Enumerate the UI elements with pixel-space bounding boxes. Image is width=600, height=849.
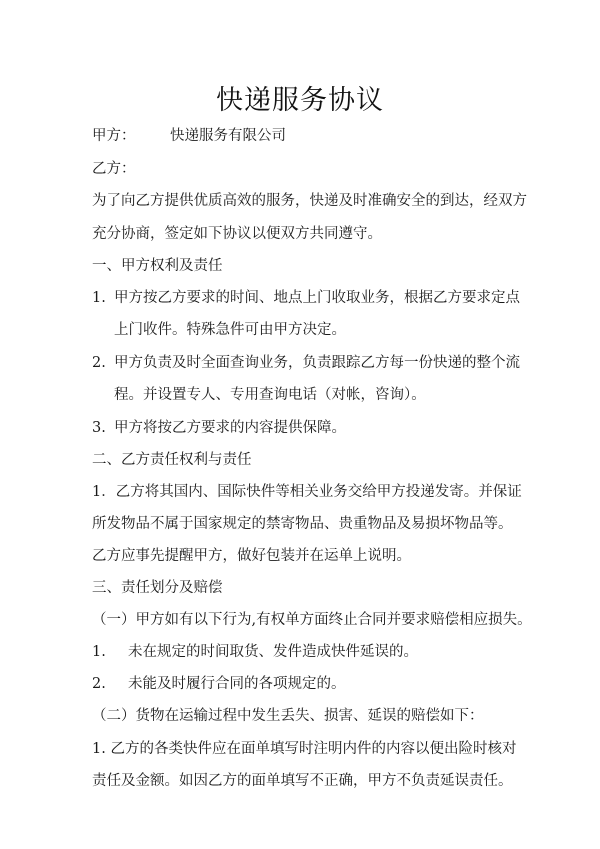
section1-item3-text: 甲方将按乙方要求的内容提供保障。 [114,420,346,436]
document-title: 快递服务协议 [216,85,384,116]
section3-sub1-item1-num: 1. [92,644,106,660]
section2-line-1: 1．乙方将其国内、国际快件等相关业务交给甲方投递发寄。并保证 [92,484,522,500]
party-b-label: 乙方： [92,161,136,177]
section3-sub1-item2 [92,674,532,694]
section2-heading: 二、乙方责任权利与责任 [92,452,252,468]
section3-sub1-item2-text: 未能及时履行合同的各项规定的。 [128,676,346,692]
party-a-label: 甲方： [92,128,136,144]
section1-heading: 一、甲方权利及责任 [92,258,223,274]
section1-item2-line2: 程。并设置专人、专用查询电话（对帐，咨询）。 [114,387,426,403]
section1-item2-text: 甲方负责及时全面查询业务，负责跟踪乙方每一份快递的整个流 [114,355,520,371]
section3-sub1-item1-text: 未在规定的时间取货、发件造成快件延误的。 [128,644,418,660]
section1-item3-line1 [92,418,532,438]
section1-item1-line2: 上门收件。特殊急件可由甲方决定。 [114,322,346,338]
intro-line-2: 充分协商，签定如下协议以便双方共同遵守。 [92,226,382,242]
section2-line-2: 所发物品不属于国家规定的禁寄物品、贵重物品及易损坏物品等。 [92,516,513,532]
intro-line-1: 为了向乙方提供优质高效的服务，快递及时准确安全的到达，经双方 [92,193,527,209]
party-a-name: 快递服务有限公司 [170,128,286,144]
section1-item1-num: 1. [92,290,106,306]
section3-sub2-line-1: 1. 乙方的各类快件应在面单填写时注明内件的内容以便出险时核对 [92,741,517,757]
section3-sub2: （二）货物在运输过程中发生丢失、损害、延误的赔偿如下： [92,708,484,724]
party-a-line [92,126,532,146]
section2-line-3: 乙方应事先提醒甲方，做好包装并在运单上说明。 [92,548,411,564]
section3-sub1: （一）甲方如有以下行为,有权单方面终止合同并要求赔偿相应损失。 [92,612,532,628]
section1-item2-num: 2. [92,355,106,371]
section1-item2-line1 [92,353,532,373]
section3-sub2-line-2: 责任及金额。如因乙方的面单填写不正确，甲方不负责延误责任。 [92,773,513,789]
section3-sub1-item1 [92,642,532,662]
section1-item1-text: 甲方按乙方要求的时间、地点上门收取业务，根据乙方要求定点 [114,290,520,306]
section3-sub1-item2-num: 2. [92,676,106,692]
section1-item3-num: 3. [92,420,106,436]
section3-heading: 三、责任划分及赔偿 [92,580,223,596]
section1-item1-line1 [92,288,532,308]
